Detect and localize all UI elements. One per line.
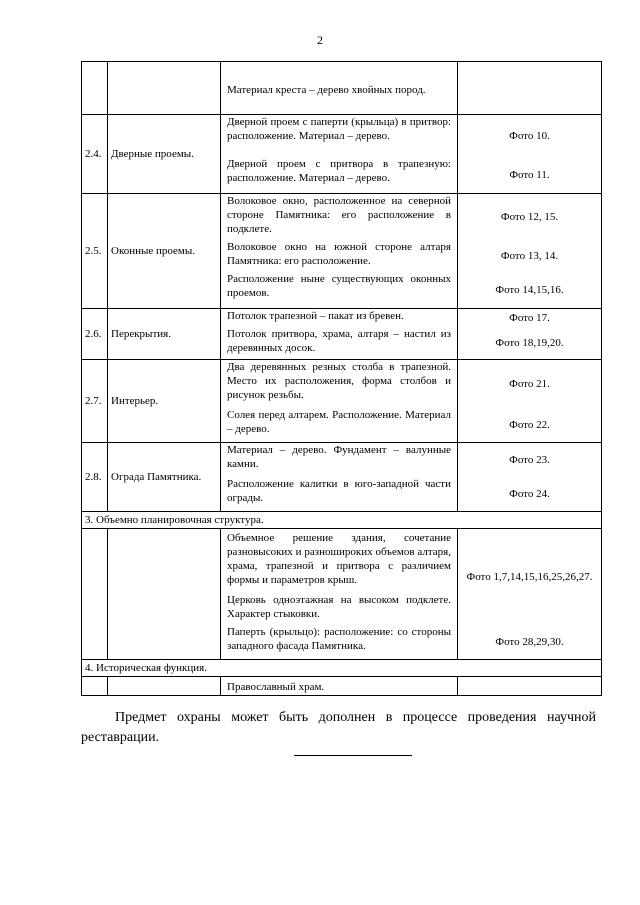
photo-reference: Фото 17. xyxy=(509,312,550,324)
photo-reference: Фото 21. xyxy=(509,378,550,390)
description-cell: Материал – дерево. Фундамент – валунные камни. xyxy=(227,444,451,470)
table-row xyxy=(82,443,602,512)
table-row xyxy=(82,309,602,360)
element-name: Интерьер. xyxy=(108,360,221,443)
photo-reference: Фото 22. xyxy=(509,419,550,431)
photo-reference: Фото 10. xyxy=(509,130,550,142)
description-cell: Материал креста – дерево хвойных пород. xyxy=(227,83,426,96)
description-cell: Волоковое окно, расположенное на северной стороне Памятника: его расположение в подклете. xyxy=(227,195,451,235)
description-cell: Расположение ныне существующих оконных проемов. xyxy=(227,273,451,299)
description-cell: Церковь одноэтажная на высоком подклете. Характер стыковки. xyxy=(227,594,451,620)
description-cell: Дверной проем с притвора в трапезную: расположение. Материал – дерево. xyxy=(227,158,451,184)
section-title: 3. Объемно планировочная структура. xyxy=(82,512,602,529)
table-row xyxy=(82,360,602,443)
photo-reference: Фото 28,29,30. xyxy=(495,636,564,648)
description-cell: Православный храм. xyxy=(227,681,325,693)
row-number: 2.5. xyxy=(82,194,108,309)
row-number: 2.6. xyxy=(82,309,108,360)
row-number: 2.8. xyxy=(82,443,108,512)
element-name: Дверные проемы. xyxy=(108,115,221,194)
protection-subject-table xyxy=(81,61,602,696)
description-cell: Потолок трапезной – пакат из бревен. xyxy=(227,310,404,322)
photo-reference: Фото 13, 14. xyxy=(500,250,559,262)
description-cell: Два деревянных резных столба в трапезной. Место их расположения, форма столбов и рисунок резьбы. xyxy=(227,361,451,401)
description-cell: Потолок притвора, храма, алтаря – настил из деревянных досок. xyxy=(227,328,451,354)
table-row xyxy=(82,62,602,115)
description-cell: Паперть (крыльцо): расположение: со стороны западного фасада Памятника. xyxy=(227,626,451,652)
photo-reference: Фото 1,7,14,15,16,25,26,27. xyxy=(466,571,593,583)
row-number: 2.4. xyxy=(82,115,108,194)
page-number: 2 xyxy=(317,33,323,47)
table-row xyxy=(82,115,602,194)
section-row xyxy=(82,660,602,677)
description-cell: Волоковое окно на южной стороне алтаря Памятника: его расположение. xyxy=(227,241,451,267)
photo-reference: Фото 24. xyxy=(509,488,550,500)
element-name: Перекрытия. xyxy=(108,309,221,360)
description-cell: Расположение калитки в юго-западной части ограды. xyxy=(227,478,451,504)
element-name: Ограда Памятника. xyxy=(108,443,221,512)
photo-reference: Фото 11. xyxy=(509,169,550,181)
description-cell: Солея перед алтарем. Расположение. Материал – дерево. xyxy=(227,409,451,435)
photo-reference: Фото 23. xyxy=(509,454,550,466)
element-name: Оконные проемы. xyxy=(108,194,221,309)
end-rule xyxy=(294,755,412,756)
row-number: 2.7. xyxy=(82,360,108,443)
table-row xyxy=(82,194,602,309)
description-cell: Объемное решение здания, сочетание разновысоких и разношироких объемов алтаря, храма, трапезной и притвора с различием формы и параметров крыш. xyxy=(227,532,451,586)
closing-paragraph: Предмет охраны может быть дополнен в процессе проведения научной реставрации. xyxy=(81,710,596,745)
description-cell: Дверной проем с паперти (крыльца) в притвор: расположение. Материал – дерево. xyxy=(227,116,451,142)
section-row xyxy=(82,512,602,529)
photo-reference: Фото 12, 15. xyxy=(500,211,559,223)
table-row xyxy=(82,677,602,696)
table-row xyxy=(82,529,602,660)
photo-reference: Фото 14,15,16. xyxy=(495,284,564,296)
photo-reference: Фото 18,19,20. xyxy=(495,337,564,349)
section-title: 4. Историческая функция. xyxy=(82,660,602,677)
